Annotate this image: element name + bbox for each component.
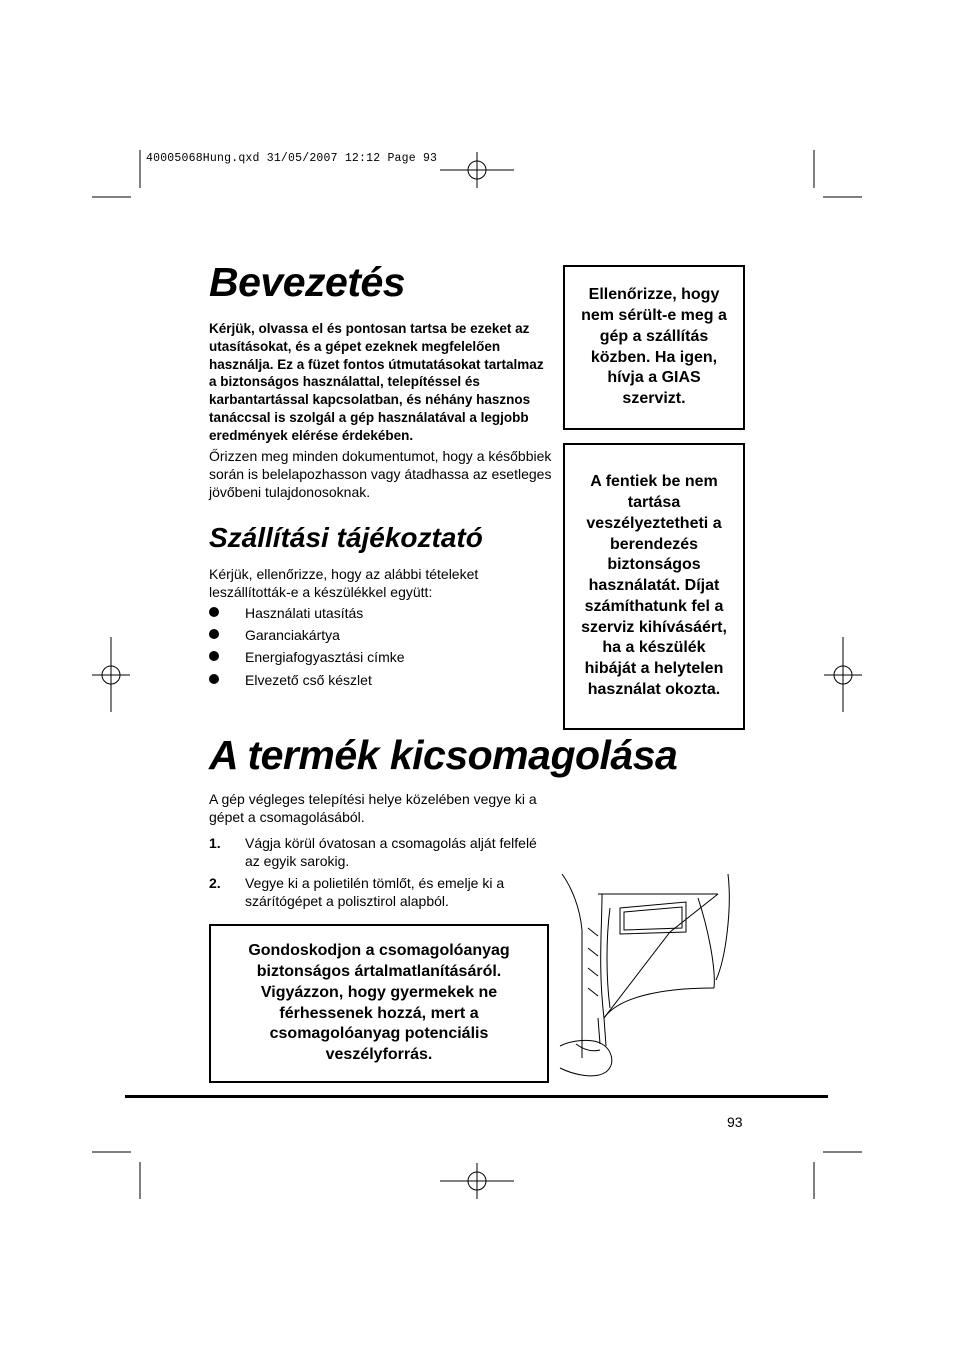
list-item: 1. Vágja körül óvatosan a csomagolás alját felfelé az egyik sarokig. bbox=[209, 835, 537, 869]
page-number: 93 bbox=[727, 1114, 743, 1130]
liability-warning-box: A fentiek be nem tartása veszélyeztetheti a berendezés biztonságos használatát. Díjat számíthatunk fel a szerviz kihívásáért, ha a készülék hibáját a helytelen használat okozta. bbox=[563, 443, 745, 730]
delivery-title: Szállítási tájékoztató bbox=[209, 522, 483, 553]
list-item: Garanciakártya bbox=[209, 627, 529, 645]
list-item: Használati utasítás bbox=[209, 605, 529, 623]
bottom-rule bbox=[125, 1095, 828, 1098]
packaging-warning-box: Gondoskodjon a csomagolóanyag biztonságos ártalmatlanításáról. Vigyázzon, hogy gyermekek ne férhessenek hozzá, mert a csomagolóanyag potenciális veszélyforrás. bbox=[209, 924, 549, 1083]
unpacking-steps bbox=[209, 835, 554, 911]
file-slug: 40005068Hung.qxd 31/05/2007 12:12 Page 93 bbox=[146, 152, 438, 165]
unpacking-illustration bbox=[558, 868, 758, 1080]
unpacking-title: A termék kicsomagolása bbox=[209, 732, 678, 778]
intro-title: Bevezetés bbox=[209, 259, 406, 305]
delivery-list bbox=[209, 605, 529, 689]
bullet-icon bbox=[209, 651, 219, 661]
damage-check-box: Ellenőrizze, hogy nem sérült-e meg a gép a szállítás közben. Ha igen, hívja a GIAS szervizt. bbox=[563, 265, 745, 430]
intro-lead: Kérjük, olvassa el és pontosan tartsa be ezeket az utasításokat, és a gépet ezeknek megfelelően használja. Ez a füzet fontos útmutatásokat tartalmaz a biztonságos használattal, telepítéssel és karbantartással kapcsolatban, és néhány hasznos tanáccsal is szolgál a gép használatával a legjobb eredmények elérése érdekében. bbox=[209, 321, 544, 443]
delivery-paragraph: Kérjük, ellenőrizze, hogy az alábbi tételeket leszállították-e a készülékkel együtt: bbox=[209, 566, 479, 600]
list-item: Energiafogyasztási címke bbox=[209, 649, 529, 667]
bullet-icon bbox=[209, 629, 219, 639]
list-item: Elvezető cső készlet bbox=[209, 672, 529, 690]
list-item: 2. Vegye ki a polietilén tömlőt, és emelje ki a szárítógépet a polisztirol alapból. bbox=[209, 874, 505, 909]
unpacking-paragraph: A gép végleges telepítési helye közelében vegye ki a gépet a csomagolásából. bbox=[209, 791, 537, 825]
bullet-icon bbox=[209, 607, 219, 617]
intro-paragraph: Őrizzen meg minden dokumentumot, hogy a későbbiek során is belelapozhasson vagy átadhassa az esetleges jövőbeni tulajdonosoknak. bbox=[209, 448, 552, 500]
bullet-icon bbox=[209, 674, 219, 684]
